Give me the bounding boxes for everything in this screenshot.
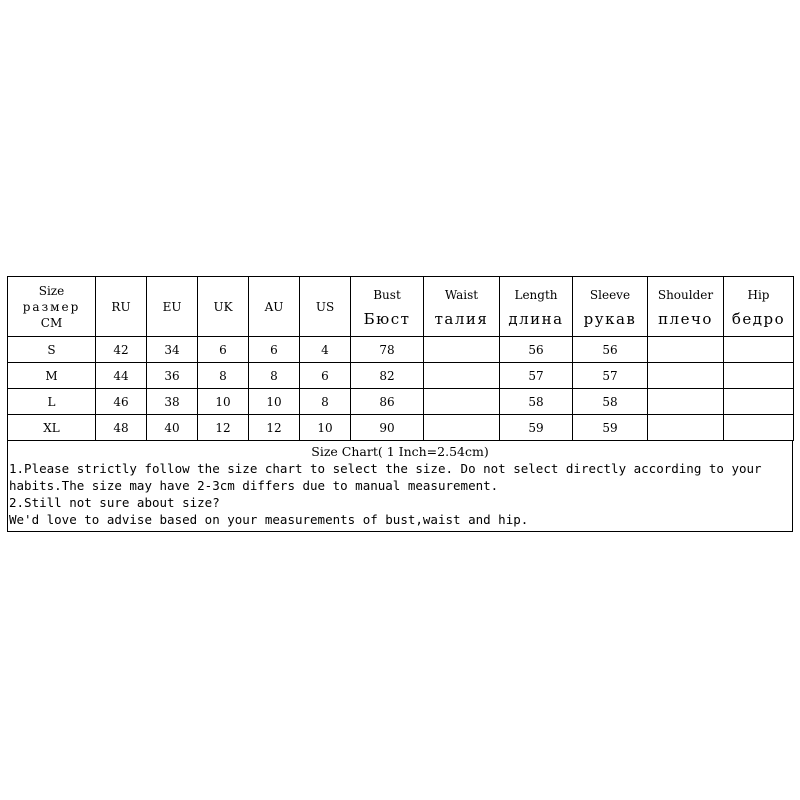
header-sleeve [573,277,648,337]
cell-length: 59 [500,415,573,441]
cell-hip [724,363,794,389]
cell-us: 10 [300,415,351,441]
cell-waist [424,415,500,441]
table-row-l [8,389,794,415]
cell-length: 57 [500,363,573,389]
size-table [7,276,794,441]
cell-size: XL [8,415,96,441]
cell-au: 10 [249,389,300,415]
cell-size: M [8,363,96,389]
notes-title: Size Chart( 1 Inch=2.54cm) [311,444,489,459]
cell-sleeve: 57 [573,363,648,389]
cell-sleeve: 56 [573,337,648,363]
cell-eu: 36 [147,363,198,389]
header-bust-ru: Бюст [363,309,411,328]
header-shoulder [648,277,724,337]
cell-hip [724,337,794,363]
cell-length: 56 [500,337,573,363]
cell-au: 8 [249,363,300,389]
header-hip-ru: бедро [731,309,786,328]
cell-bust: 86 [351,389,424,415]
header-bust [351,277,424,337]
cell-shoulder [648,389,724,415]
cell-uk: 6 [198,337,249,363]
cell-size: L [8,389,96,415]
cell-waist [424,389,500,415]
size-header-en: Size [38,283,65,298]
cell-au: 12 [249,415,300,441]
cell-bust: 90 [351,415,424,441]
header-au: AU [249,277,300,337]
cell-uk: 10 [198,389,249,415]
header-length-en: Length [514,287,558,302]
cell-shoulder [648,415,724,441]
cell-uk: 12 [198,415,249,441]
cell-shoulder [648,337,724,363]
cell-au: 6 [249,337,300,363]
size-header-cell [8,277,96,337]
header-hip [724,277,794,337]
cell-ru: 42 [96,337,147,363]
cell-sleeve: 58 [573,389,648,415]
header-sleeve-en: Sleeve [589,287,631,302]
note-line-2: 2.Still not sure about size? [9,495,220,510]
header-shoulder-ru: плечо [658,309,713,328]
cell-size: S [8,337,96,363]
cell-ru: 44 [96,363,147,389]
header-ru: RU [96,277,147,337]
table-header-row [8,277,794,337]
cell-shoulder [648,363,724,389]
cell-bust: 82 [351,363,424,389]
header-uk: UK [198,277,249,337]
cell-hip [724,389,794,415]
size-header-ru: размер [22,299,81,314]
header-length [500,277,573,337]
header-length-ru: длина [508,309,564,328]
cell-ru: 46 [96,389,147,415]
cell-eu: 38 [147,389,198,415]
note-line-1: 1.Please strictly follow the size chart to select the size. Do not select directly according to your habits.The size may have 2-3cm differs due to manual measurement. [9,461,762,493]
header-us: US [300,277,351,337]
note-line-3: We'd love to advise based on your measurements of bust,waist and hip. [9,512,529,527]
cell-waist [424,337,500,363]
cell-us: 4 [300,337,351,363]
header-waist [424,277,500,337]
size-notes [7,441,793,532]
cell-uk: 8 [198,363,249,389]
cell-us: 8 [300,389,351,415]
header-bust-en: Bust [373,287,401,302]
cell-eu: 34 [147,337,198,363]
cell-eu: 40 [147,415,198,441]
size-chart [7,276,793,532]
table-row-xl [8,415,794,441]
table-row-s [8,337,794,363]
table-row-m [8,363,794,389]
header-waist-en: Waist [444,287,479,302]
header-waist-ru: талия [434,309,489,328]
header-hip-en: Hip [747,287,770,302]
cell-waist [424,363,500,389]
header-shoulder-en: Shoulder [657,287,714,302]
cell-hip [724,415,794,441]
header-eu: EU [147,277,198,337]
cell-sleeve: 59 [573,415,648,441]
size-header-unit: CM [40,315,63,330]
cell-us: 6 [300,363,351,389]
cell-ru: 48 [96,415,147,441]
header-sleeve-ru: рукав [583,309,637,328]
cell-length: 58 [500,389,573,415]
cell-bust: 78 [351,337,424,363]
